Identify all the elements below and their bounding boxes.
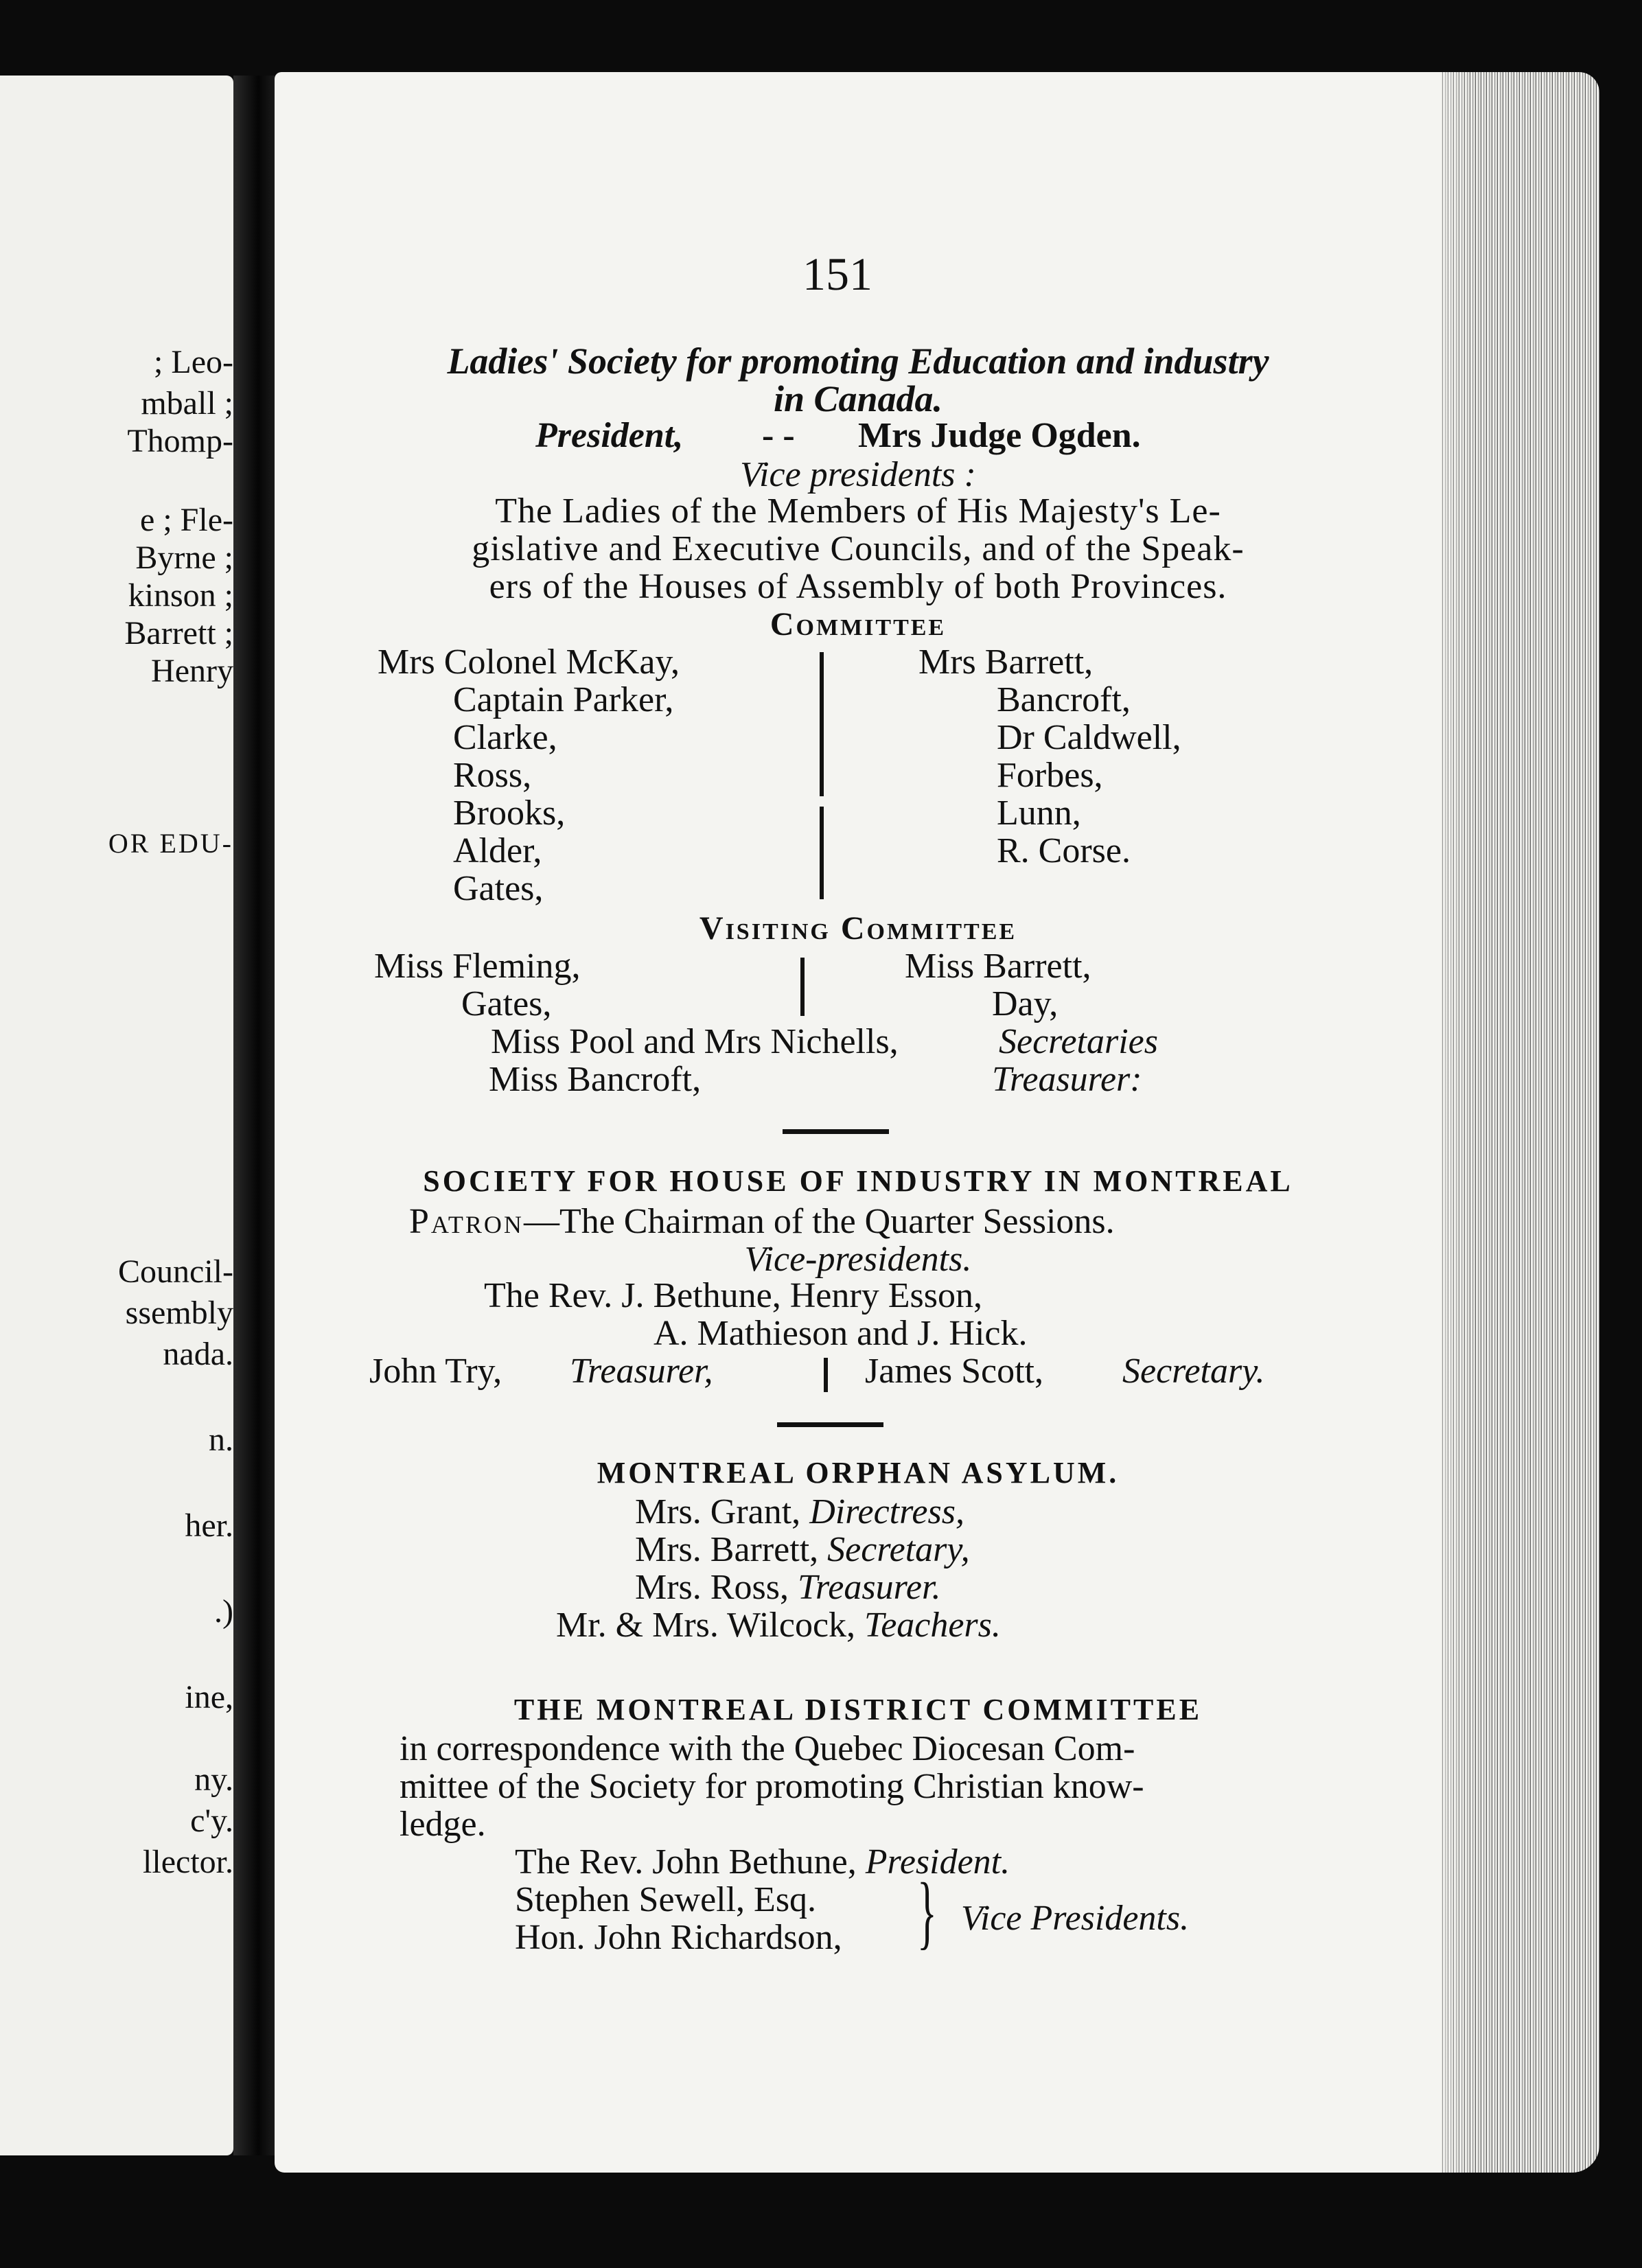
district-text: mittee of the Society for promoting Christian know-: [400, 1767, 1144, 1806]
left-fragment: ; Leo-: [154, 344, 233, 380]
orphan-name: Mrs. Barrett,: [635, 1530, 819, 1569]
left-fragment: OR EDU-: [108, 828, 233, 859]
orphan-name: Mr. & Mrs. Wilcock,: [556, 1606, 856, 1645]
patron-label-text: Patron: [409, 1202, 524, 1241]
visiting-member: Day,: [992, 984, 1059, 1023]
committee-member: R. Corse.: [997, 831, 1131, 870]
visiting-member: Miss Fleming,: [374, 947, 581, 986]
book-gutter: [233, 76, 275, 2155]
president-dashes: - -: [762, 416, 795, 455]
district-vp-name: Stephen Sewell, Esq.: [515, 1880, 817, 1919]
left-page: [0, 76, 233, 2155]
industry-vp-line: A. Mathieson and J. Hick.: [654, 1314, 1028, 1353]
industry-treasurer-role: Treasurer,: [570, 1352, 713, 1391]
committee-member: Dr Caldwell,: [997, 718, 1181, 757]
left-fragment: e ; Fle-: [140, 502, 233, 538]
district-text: ledge.: [400, 1805, 486, 1844]
district-vp-role: Vice Presidents.: [961, 1899, 1190, 1938]
left-fragment: Council-: [118, 1253, 233, 1290]
secretaries-role: Secretaries: [999, 1022, 1158, 1061]
treasurer-name: Miss Bancroft,: [489, 1060, 702, 1099]
treasurer-role: Treasurer:: [992, 1060, 1142, 1099]
column-divider: [824, 1358, 828, 1392]
left-fragment: Barrett ;: [124, 615, 233, 651]
committee-member: Mrs Barrett,: [918, 643, 1094, 682]
district-president-name: The Rev. John Bethune,: [515, 1842, 857, 1882]
left-fragment: nada.: [163, 1336, 233, 1372]
visiting-member: Miss Barrett,: [905, 947, 1091, 986]
committee-member: Bancroft,: [997, 680, 1131, 719]
orphan-role: Teachers.: [864, 1606, 1001, 1645]
left-fragment: ssembly: [125, 1295, 233, 1331]
committee-member: Forbes,: [997, 756, 1103, 795]
visiting-member: Gates,: [461, 984, 552, 1023]
section-rule: [777, 1422, 883, 1427]
column-divider: [800, 958, 805, 1016]
committee-member: Alder,: [453, 831, 542, 870]
column-divider: [820, 652, 824, 796]
committee-member: Captain Parker,: [453, 680, 674, 719]
vice-presidents-label: Vice presidents :: [740, 455, 976, 494]
left-fragment: n.: [209, 1422, 233, 1458]
left-fragment: ine,: [185, 1679, 233, 1715]
page-number: 151: [802, 248, 872, 300]
secretaries-names: Miss Pool and Mrs Nichells,: [491, 1022, 899, 1061]
left-fragment: Henry: [151, 653, 233, 689]
committee-member: Gates,: [453, 869, 544, 908]
orphan-title: MONTREAL ORPHAN ASYLUM.: [597, 1456, 1120, 1490]
committee-member: Lunn,: [997, 794, 1081, 833]
orphan-name: Mrs. Ross,: [635, 1568, 789, 1607]
ladies-society-title-2: in Canada.: [773, 378, 943, 419]
visiting-committee-heading: Visiting Committee: [699, 910, 1017, 947]
page-edge-fade: [1394, 72, 1476, 2173]
orphan-row: [556, 1605, 1001, 1645]
committee-member: Mrs Colonel McKay,: [378, 643, 680, 682]
committee-heading: Committee: [770, 606, 947, 643]
column-divider: [820, 807, 824, 899]
orphan-row: [635, 1492, 964, 1532]
left-fragment: kinson ;: [128, 577, 233, 614]
industry-title: SOCIETY FOR HOUSE OF INDUSTRY IN MONTREAL: [423, 1164, 1293, 1198]
committee-member: Brooks,: [453, 794, 566, 833]
industry-vp-line: The Rev. J. Bethune, Henry Esson,: [484, 1276, 982, 1315]
left-fragment: her.: [185, 1507, 233, 1544]
left-fragment: .): [214, 1593, 233, 1630]
president-name: Mrs Judge Ogden.: [858, 416, 1141, 455]
industry-treasurer-name: John Try,: [369, 1352, 502, 1391]
industry-vp-label: Vice-presidents.: [744, 1240, 972, 1279]
left-fragment: c'y.: [190, 1803, 233, 1839]
orphan-role: Directress,: [809, 1492, 964, 1531]
left-fragment: ny.: [194, 1761, 233, 1798]
industry-secretary-role: Secretary.: [1122, 1352, 1265, 1391]
orphan-role: Treasurer.: [797, 1568, 941, 1607]
vice-presidents-text: The Ladies of the Members of His Majesty's Le-: [495, 491, 1221, 531]
patron-text: —The Chairman of the Quarter Sessions.: [523, 1202, 1115, 1241]
left-fragment: Byrne ;: [135, 540, 233, 576]
district-title: THE MONTREAL DISTRICT COMMITTEE: [513, 1693, 1203, 1726]
district-text: in correspondence with the Quebec Diocesan Com-: [400, 1729, 1135, 1768]
left-fragment: llector.: [143, 1844, 233, 1880]
committee-member: Ross,: [453, 756, 532, 795]
district-vp-name: Hon. John Richardson,: [515, 1918, 842, 1957]
orphan-row: [635, 1567, 941, 1608]
left-fragment: mball ;: [141, 385, 233, 421]
vice-presidents-text: ers of the Houses of Assembly of both Provinces.: [489, 567, 1227, 606]
president-label: President,: [535, 416, 684, 455]
ladies-society-title-1: Ladies' Society for promoting Education and industry: [447, 340, 1269, 382]
vice-presidents-text: gislative and Executive Councils, and of the Speak-: [472, 529, 1245, 568]
orphan-role: Secretary,: [827, 1530, 970, 1569]
brace: }: [917, 1866, 937, 1957]
committee-member: Clarke,: [453, 718, 557, 757]
patron-label: [409, 1201, 1115, 1242]
orphan-row: [635, 1529, 970, 1570]
district-president-role: President.: [865, 1842, 1010, 1882]
industry-secretary-name: James Scott,: [865, 1352, 1043, 1391]
orphan-name: Mrs. Grant,: [635, 1492, 801, 1531]
section-rule: [783, 1129, 889, 1134]
left-fragment: Thomp-: [127, 423, 233, 459]
